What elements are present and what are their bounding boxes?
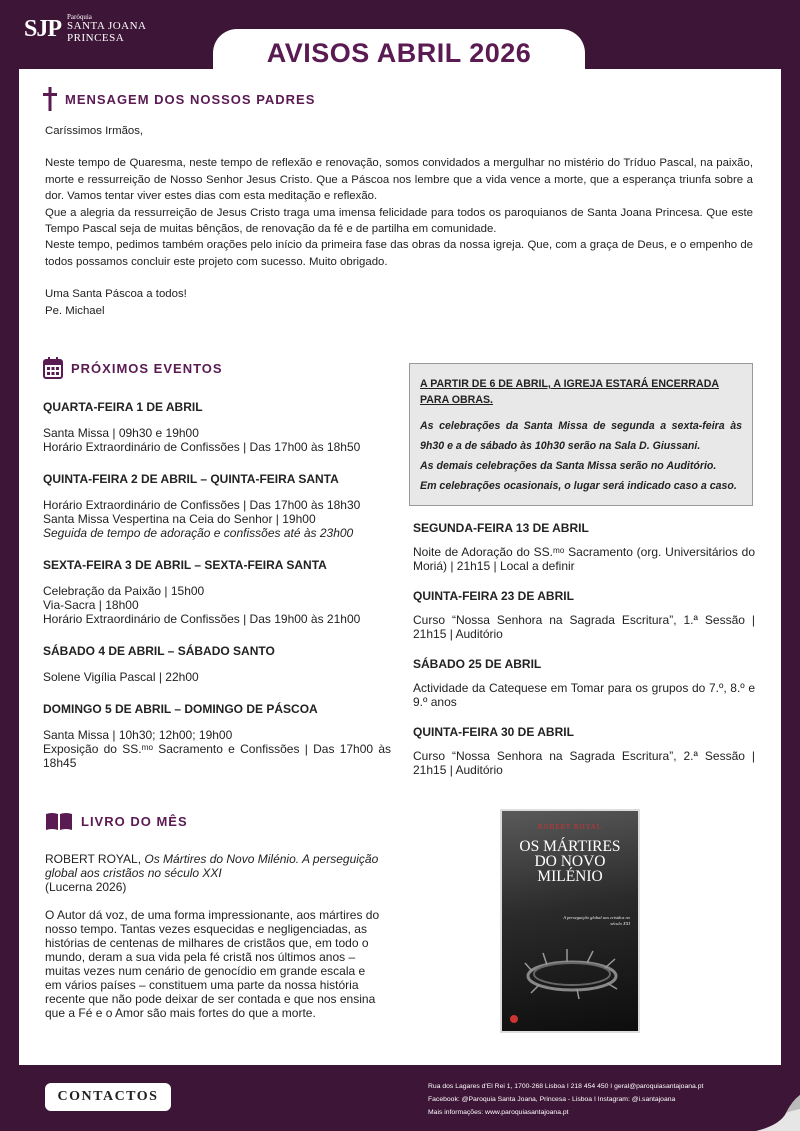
events-heading-text: PRÓXIMOS EVENTOS: [71, 360, 223, 376]
cover-subtitle: A perseguição global aos cristãos no século XXI: [563, 915, 630, 926]
event-item: [43, 558, 391, 626]
event-line: Via-Sacra | 18h00: [43, 598, 139, 612]
logo-mark: SJP: [24, 15, 62, 42]
event-day: QUINTA-FEIRA 30 DE ABRIL: [413, 725, 574, 739]
notice-title: A PARTIR DE 6 DE ABRIL, A IGREJA ESTARÁ ENCERRADA PARA OBRAS.: [420, 378, 719, 406]
event-line: Santa Missa | 10h30; 12h00; 19h00: [43, 728, 233, 742]
logo-line1: SANTA JOANA: [67, 20, 147, 33]
event-line: Santa Missa | 09h30 e 19h00: [43, 426, 199, 440]
book-icon: [45, 811, 73, 831]
events-left-column: [43, 400, 391, 788]
book-author: ROBERT ROYAL,: [45, 852, 142, 866]
book-cover-image: [500, 809, 640, 1033]
notice-line-2: As demais celebrações da Santa Missa serão no Auditório.: [420, 460, 717, 472]
message-heading-text: MENSAGEM DOS NOSSOS PADRES: [65, 91, 316, 107]
event-line: Celebração da Paixão | 15h00: [43, 584, 205, 598]
book-title: Os Mártires do Novo Milénio. A perseguição global aos cristãos no século XXI: [45, 852, 379, 880]
message-greeting: Caríssimos Irmãos,: [45, 125, 144, 137]
message-body: [45, 123, 753, 319]
event-day: QUINTA-FEIRA 2 DE ABRIL – QUINTA-FEIRA SANTA: [43, 472, 339, 486]
footer-social: Facebook: @Paroquia Santa Joana, Princesa - Lisboa I Instagram: @i.santajoana: [428, 1096, 676, 1103]
event-item: [43, 644, 391, 684]
event-line: Solene Vigília Pascal | 22h00: [43, 670, 199, 684]
footer-address: Rua dos Lagares d'El Rei 1, 1700-268 Lisboa I 218 454 450 I geral@paroquiasantajoana.pt: [428, 1083, 704, 1090]
message-heading: [43, 87, 315, 111]
cover-title: [502, 839, 638, 884]
event-note: Seguida de tempo de adoração e confissões até às 23h00: [43, 526, 354, 540]
notice-line-1: As celebrações da Santa Missa de segunda a sexta-feira às 9h30 e a de sábado às 10h30 serão na Sala D. Giussani.: [420, 420, 742, 452]
footer-info: [428, 1080, 703, 1119]
message-paragraph-3: Neste tempo, pedimos também orações pelo início da primeira fase das obras da nossa igreja. Que, com a graça de Deus, e o empenho de todos possamos concluir este projeto com sucesso. Muito obrigado.: [45, 239, 753, 268]
events-heading: [43, 357, 223, 379]
event-line: Horário Extraordinário de Confissões | Das 17h00 às 18h30: [43, 498, 361, 512]
event-item: [413, 521, 755, 573]
logo-text: [67, 14, 147, 44]
event-item: [43, 400, 391, 454]
book-publisher: (Lucerna 2026): [45, 880, 127, 894]
logo-line2: PRINCESA: [67, 31, 125, 44]
parish-logo: [24, 14, 147, 44]
message-paragraph-2: Que a alegria da ressurreição de Jesus Cristo traga uma imensa felicidade para todos os paroquianos de Santa Joana Princesa. Que este Tempo Pascal seja de muitas bênçãos, de renovação da fé e de partilha em comunidade.: [45, 206, 753, 236]
event-day: SEXTA-FEIRA 3 DE ABRIL – SEXTA-FEIRA SANTA: [43, 558, 327, 572]
event-line: Exposição do SS.ᵐᵒ Sacramento e Confissões | Das 17h00 às 18h45: [43, 742, 391, 770]
event-day: SÁBADO 25 DE ABRIL: [413, 657, 542, 671]
cover-title-line: DO NOVO: [534, 853, 606, 870]
book-heading-text: LIVRO DO MÊS: [81, 813, 188, 829]
book-summary: O Autor dá voz, de uma forma impressionante, aos mártires do nosso tempo. Tantas vezes esquecidas e negligenciadas, as histórias de centenas de milhares de cristãos que, em todo o mundo, deram a sua vida pela fé cristã nos últimos anos – muitas vezes num cenário de genocídio em grande escala e em vários países – constituem uma parte da nossa história recente que não pode deixar de ser contada e que nos ensina que a Fé e o Amor são mais fortes do que a morte.: [45, 908, 380, 1020]
event-day: SÁBADO 4 DE ABRIL – SÁBADO SANTO: [43, 644, 275, 658]
message-signature: Pe. Michael: [45, 304, 105, 317]
event-day: SEGUNDA-FEIRA 13 DE ABRIL: [413, 521, 589, 535]
event-line: Horário Extraordinário de Confissões | Das 17h00 às 18h50: [43, 440, 361, 454]
event-line: Curso “Nossa Senhora na Sagrada Escritura”, 2.ª Sessão | 21h15 | Auditório: [413, 749, 755, 777]
contacts-label: CONTACTOS: [45, 1083, 171, 1111]
event-day: DOMINGO 5 DE ABRIL – DOMINGO DE PÁSCOA: [43, 702, 318, 716]
page-title: AVISOS ABRIL 2026: [266, 38, 532, 68]
publisher-logo: [510, 1015, 518, 1023]
message-paragraph-1: Neste tempo de Quaresma, neste tempo de reflexão e renovação, somos convidados a mergulhar no mistério do Tríduo Pascal, na paixão, morte e ressurreição de Nosso Senhor Jesus Cristo. Que a Páscoa nos lembre que a vida vence a morte, que a esperança triunfa sobre a dor. Vamos tentar viver estes dias com esta meditação e reflexão.: [45, 157, 753, 203]
event-item: [43, 702, 391, 770]
events-right-column: [413, 521, 755, 793]
crown-of-thorns-graphic: [517, 941, 627, 1001]
event-line: Curso “Nossa Senhora na Sagrada Escritura”, 1.ª Sessão | 21h15 | Auditório: [413, 613, 755, 641]
book-citation: [45, 852, 385, 880]
cover-title-line: MILÉNIO: [537, 868, 603, 885]
event-line: Actividade da Catequese em Tomar para os grupos do 7.º, 8.º e 9.º anos: [413, 681, 755, 709]
event-line: Horário Extraordinário de Confissões | Das 19h00 às 21h00: [43, 612, 361, 626]
event-item: [413, 725, 755, 777]
event-line: Noite de Adoração do SS.ᵐᵒ Sacramento (org. Universitários do Moriá) | 21h15 | Local a definir: [413, 545, 755, 573]
calendar-icon: [43, 357, 63, 379]
church-closure-notice: [409, 363, 753, 506]
cover-title-line: OS MÁRTIRES: [519, 838, 621, 855]
content-panel: [19, 69, 781, 1065]
notice-line-3: Em celebrações ocasionais, o lugar será indicado caso a caso.: [420, 480, 737, 492]
logo-small: Paróquia: [67, 13, 92, 21]
cross-icon: [43, 87, 57, 111]
message-closing: Uma Santa Páscoa a todos!: [45, 288, 187, 301]
book-description: [45, 852, 385, 1020]
footer-website: Mais informações: www.paroquiasantajoana.pt: [428, 1109, 569, 1116]
event-day: QUARTA-FEIRA 1 DE ABRIL: [43, 400, 203, 414]
book-heading: [45, 811, 188, 831]
cover-author: ROBERT ROYAL: [537, 823, 603, 831]
event-item: [413, 657, 755, 709]
page-curl-decoration: [756, 1095, 800, 1131]
event-item: [43, 472, 391, 540]
event-item: [413, 589, 755, 641]
event-line: Santa Missa Vespertina na Ceia do Senhor | 19h00: [43, 512, 316, 526]
event-day: QUINTA-FEIRA 23 DE ABRIL: [413, 589, 574, 603]
